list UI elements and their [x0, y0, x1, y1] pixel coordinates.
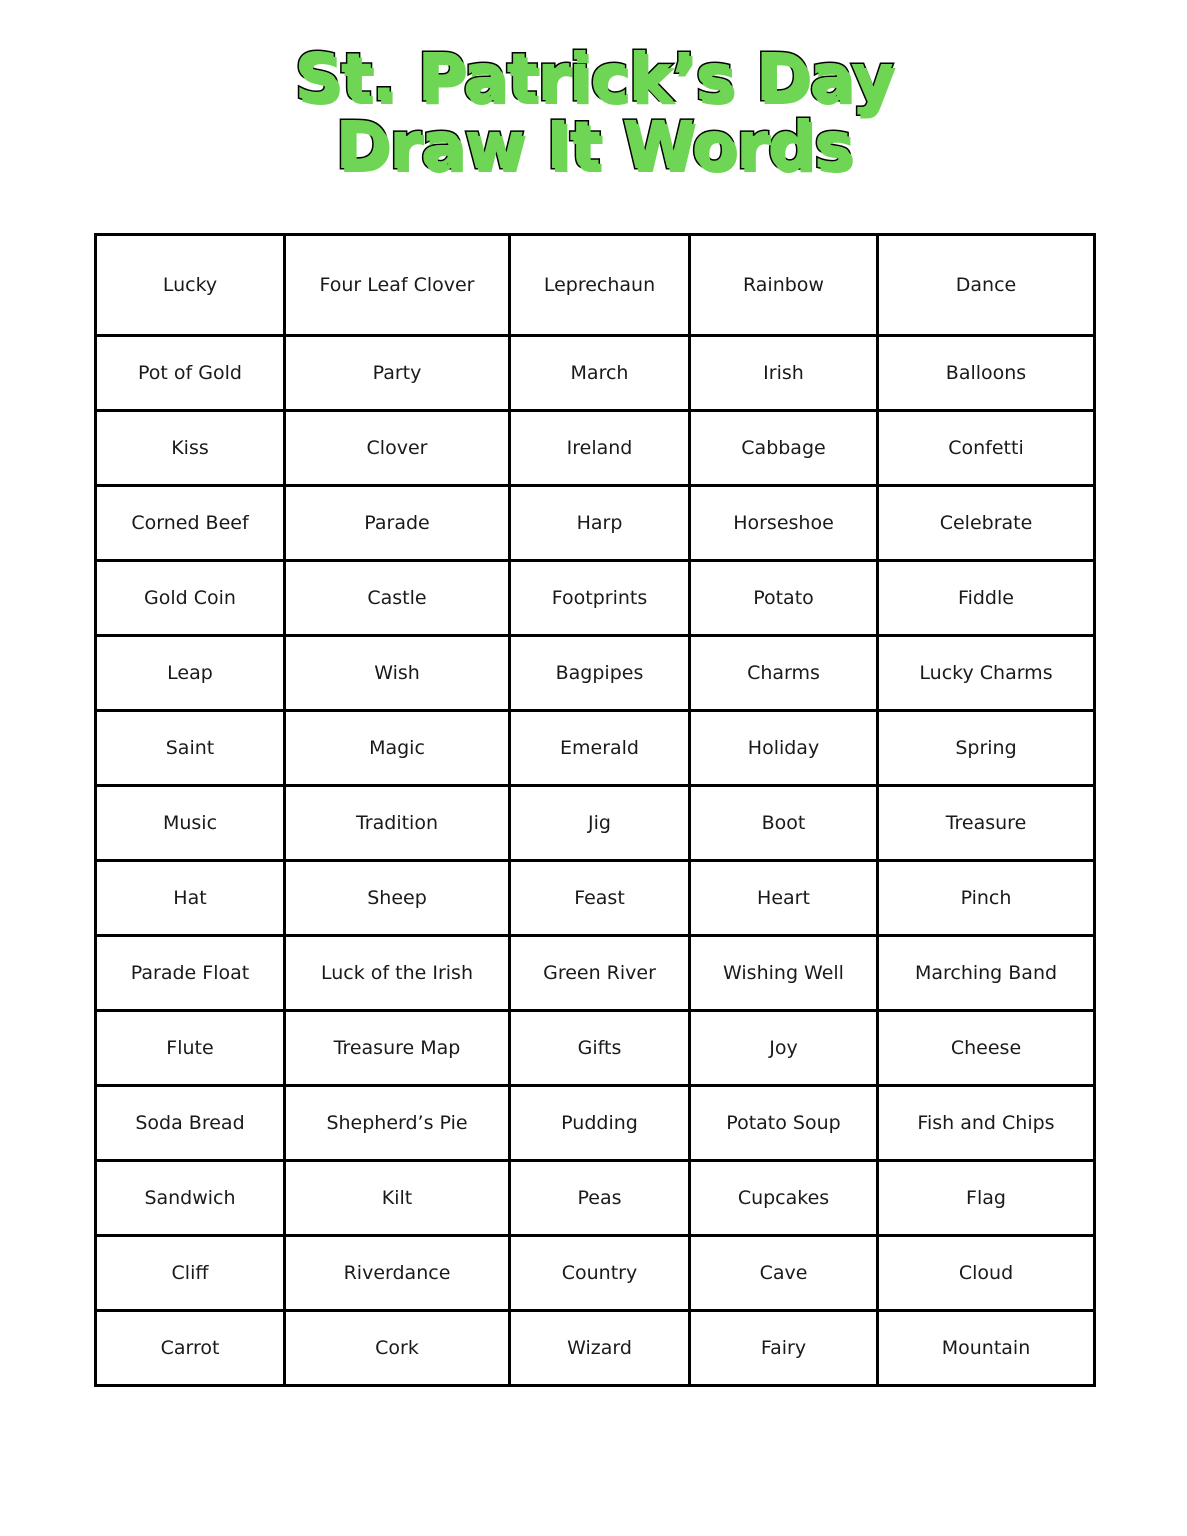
- word-cell: Wishing Well: [690, 936, 878, 1011]
- word-cell: Cupcakes: [690, 1161, 878, 1236]
- word-cell: Cave: [690, 1236, 878, 1311]
- word-cell: Gifts: [510, 1011, 690, 1086]
- word-cell: Emerald: [510, 711, 690, 786]
- word-cell: Pudding: [510, 1086, 690, 1161]
- grid-row: [96, 1161, 1095, 1236]
- word-cell: Ireland: [510, 411, 690, 486]
- grid-row: [96, 1311, 1095, 1386]
- word-cell: Country: [510, 1236, 690, 1311]
- word-cell: Saint: [96, 711, 285, 786]
- word-cell: Cloud: [878, 1236, 1095, 1311]
- word-cell: Treasure Map: [285, 1011, 510, 1086]
- word-cell: Soda Bread: [96, 1086, 285, 1161]
- word-cell: Magic: [285, 711, 510, 786]
- word-cell: Confetti: [878, 411, 1095, 486]
- grid-row: [96, 561, 1095, 636]
- word-cell: Balloons: [878, 336, 1095, 411]
- grid-row: [96, 936, 1095, 1011]
- grid-row: [96, 1011, 1095, 1086]
- word-cell: Heart: [690, 861, 878, 936]
- word-cell: Gold Coin: [96, 561, 285, 636]
- word-grid: [94, 233, 1096, 1387]
- word-cell: Kilt: [285, 1161, 510, 1236]
- word-cell: Rainbow: [690, 235, 878, 336]
- word-cell: Sheep: [285, 861, 510, 936]
- word-cell: Wish: [285, 636, 510, 711]
- word-cell: Spring: [878, 711, 1095, 786]
- grid-row: [96, 1086, 1095, 1161]
- title-line-2: Draw It Words: [335, 107, 852, 184]
- word-cell: Celebrate: [878, 486, 1095, 561]
- word-cell: Footprints: [510, 561, 690, 636]
- word-cell: Tradition: [285, 786, 510, 861]
- word-cell: Treasure: [878, 786, 1095, 861]
- word-cell: Pinch: [878, 861, 1095, 936]
- word-cell: Flag: [878, 1161, 1095, 1236]
- grid-row: [96, 636, 1095, 711]
- word-cell: Charms: [690, 636, 878, 711]
- grid-row: [96, 786, 1095, 861]
- word-cell: Dance: [878, 235, 1095, 336]
- word-cell: Clover: [285, 411, 510, 486]
- word-cell: Irish: [690, 336, 878, 411]
- word-cell: Green River: [510, 936, 690, 1011]
- grid-row: [96, 711, 1095, 786]
- word-cell: Music: [96, 786, 285, 861]
- word-cell: Four Leaf Clover: [285, 235, 510, 336]
- word-cell: Mountain: [878, 1311, 1095, 1386]
- word-cell: Wizard: [510, 1311, 690, 1386]
- word-cell: Holiday: [690, 711, 878, 786]
- word-cell: Cork: [285, 1311, 510, 1386]
- word-cell: Parade: [285, 486, 510, 561]
- word-cell: Leap: [96, 636, 285, 711]
- word-cell: Bagpipes: [510, 636, 690, 711]
- word-cell: Shepherd’s Pie: [285, 1086, 510, 1161]
- grid-row: [96, 235, 1095, 336]
- word-cell: Fairy: [690, 1311, 878, 1386]
- grid-row: [96, 336, 1095, 411]
- word-cell: Jig: [510, 786, 690, 861]
- word-grid-body: [96, 235, 1095, 1386]
- word-cell: Hat: [96, 861, 285, 936]
- word-cell: Harp: [510, 486, 690, 561]
- grid-row: [96, 486, 1095, 561]
- word-cell: Cliff: [96, 1236, 285, 1311]
- word-cell: Fiddle: [878, 561, 1095, 636]
- word-cell: Lucky Charms: [878, 636, 1095, 711]
- word-cell: Feast: [510, 861, 690, 936]
- word-cell: Kiss: [96, 411, 285, 486]
- title-line-1: St. Patrick’s Day: [294, 39, 893, 116]
- word-cell: Fish and Chips: [878, 1086, 1095, 1161]
- grid-row: [96, 861, 1095, 936]
- word-cell: Flute: [96, 1011, 285, 1086]
- word-cell: Potato: [690, 561, 878, 636]
- word-cell: Castle: [285, 561, 510, 636]
- word-cell: Luck of the Irish: [285, 936, 510, 1011]
- word-cell: Cabbage: [690, 411, 878, 486]
- word-cell: Parade Float: [96, 936, 285, 1011]
- word-cell: Peas: [510, 1161, 690, 1236]
- grid-row: [96, 1236, 1095, 1311]
- word-cell: Horseshoe: [690, 486, 878, 561]
- word-cell: Marching Band: [878, 936, 1095, 1011]
- word-cell: Carrot: [96, 1311, 285, 1386]
- word-cell: Sandwich: [96, 1161, 285, 1236]
- grid-row: [96, 411, 1095, 486]
- word-cell: Riverdance: [285, 1236, 510, 1311]
- word-cell: Leprechaun: [510, 235, 690, 336]
- word-cell: Corned Beef: [96, 486, 285, 561]
- word-cell: Joy: [690, 1011, 878, 1086]
- word-cell: Lucky: [96, 235, 285, 336]
- word-cell: Pot of Gold: [96, 336, 285, 411]
- word-cell: Boot: [690, 786, 878, 861]
- page-title: [0, 39, 1187, 184]
- word-cell: Potato Soup: [690, 1086, 878, 1161]
- word-cell: Cheese: [878, 1011, 1095, 1086]
- word-cell: Party: [285, 336, 510, 411]
- word-cell: March: [510, 336, 690, 411]
